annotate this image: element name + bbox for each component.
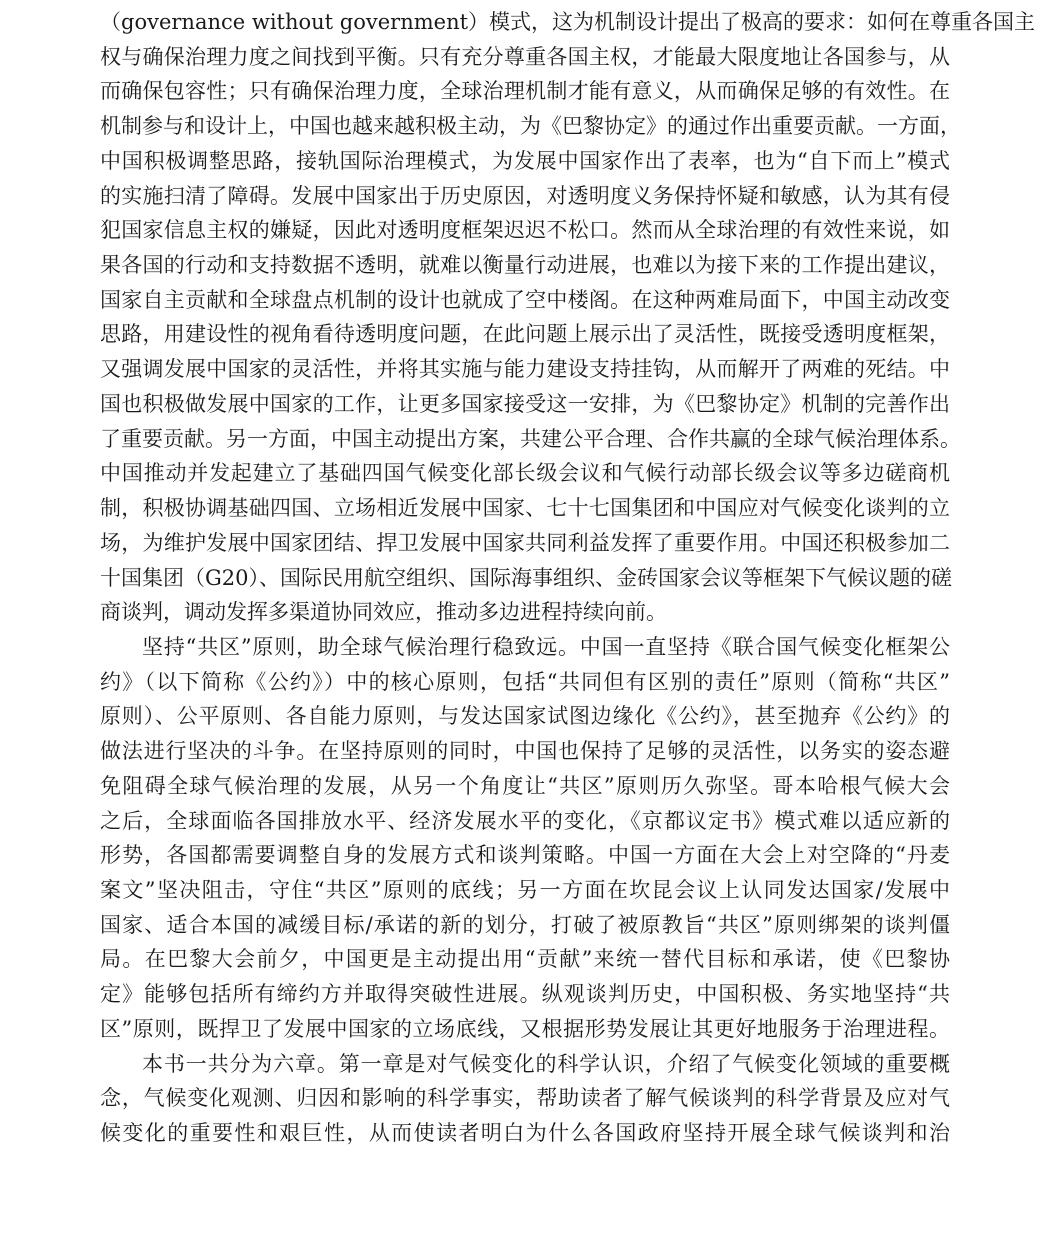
text-line: 又强调发展中国家的灵活性，并将其实施与能力建设支持挂钩，从而解开了两难的死结。中 [100,357,950,382]
text-line: 制，积极协调基础四国、立场相近发展中国家、七十七国集团和中国应对气候变化谈判的立 [100,496,950,521]
text-line: （governance without government）模式，这为机制设计提出了极高的要求：如何在尊重各国主 [100,10,1036,34]
text-line: 区”原则，既捍卫了发展中国家的立场底线，又根据形势发展让其更好地服务于治理进程。 [100,1016,950,1041]
text-line: 犯国家信息主权的嫌疑，因此对透明度框架迟迟不松口。然而从全球治理的有效性来说，如 [100,218,950,243]
text-line: 思路，用建设性的视角看待透明度问题，在此问题上展示出了灵活性，既接受透明度框架， [100,322,950,347]
text-line: 做法进行坚决的斗争。在坚持原则的同时，中国也保持了足够的灵活性，以务实的姿态避 [100,739,950,764]
text-line: 国家自主贡献和全球盘点机制的设计也就成了空中楼阁。在这种两难局面下，中国主动改变 [100,287,950,312]
document-page [100,0,1036,1151]
text-line: 本书一共分为六章。第一章是对气候变化的科学认识，介绍了气候变化领域的重要概 [142,1051,950,1076]
text-line: 坚持“共区”原则，助全球气候治理行稳致远。中国一直坚持《联合国气候变化框架公 [142,634,950,659]
text-line: 原则）、公平原则、各自能力原则，与发达国家试图边缘化《公约》，甚至抛弃《公约》的 [100,704,950,729]
text-line: 权与确保治理力度之间找到平衡。只有充分尊重各国主权，才能最大限度地让各国参与，从 [100,44,950,69]
text-line: 场，为维护发展中国家团结、捍卫发展中国家共同利益发挥了重要作用。中国还积极参加二 [100,530,950,555]
paragraph-2 [100,630,950,1047]
text-line: 而确保包容性；只有确保治理力度，全球治理机制才能有意义，从而确保足够的有效性。在 [100,79,950,104]
text-line: 局。在巴黎大会前夕，中国更是主动提出用“贡献”来统一替代目标和承诺，使《巴黎协 [100,947,950,972]
text-line: 约》（以下简称《公约》）中的核心原则，包括“共同但有区别的责任”原则（简称“共区” [100,669,950,694]
text-line: 国家、适合本国的减缓目标/承诺的新的划分，打破了被原教旨“共区”原则绑架的谈判僵 [100,912,950,937]
text-line: 果各国的行动和支持数据不透明，就难以衡量行动进展，也难以为接下来的工作提出建议， [100,253,950,278]
text-line: 中国推动并发起建立了基础四国气候变化部长级会议和气候行动部长级会议等多边磋商机 [100,461,950,486]
text-line: 免阻碍全球气候治理的发展，从另一个角度让“共区”原则历久弥坚。哥本哈根气候大会 [100,773,950,798]
text-line: 之后，全球面临各国排放水平、经济发展水平的变化，《京都议定书》模式难以适应新的 [100,808,950,833]
text-line: 机制参与和设计上，中国也越来越积极主动，为《巴黎协定》的通过作出重要贡献。一方面， [100,114,961,139]
text-line: 候变化的重要性和艰巨性，从而使读者明白为什么各国政府坚持开展全球气候谈判和治 [100,1121,950,1145]
paragraph-1 [100,5,1036,630]
text-line: 十国集团（G20）、国际民用航空组织、国际海事组织、金砖国家会议等框架下气候议题的磋 [100,565,952,590]
text-line: 形势，各国都需要调整自身的发展方式和谈判策略。中国一方面在大会上对空降的“丹麦 [100,843,950,868]
text-line: 商谈判，调动发挥多渠道协同效应，推动多边进程持续向前。 [100,600,667,625]
text-line: 了重要贡献。另一方面，中国主动提出方案，共建公平合理、合作共赢的全球气候治理体系。 [100,426,961,451]
text-line: 国也积极做发展中国家的工作，让更多国家接受这一安排，为《巴黎协定》机制的完善作出 [100,391,950,416]
paragraph-3 [100,1047,950,1151]
text-line: 案文”坚决阻击，守住“共区”原则的底线；另一方面在坎昆会议上认同发达国家/发展中 [100,877,950,902]
text-line: 念，气候变化观测、归因和影响的科学事实，帮助读者了解气候谈判的科学背景及应对气 [100,1086,950,1111]
text-line: 中国积极调整思路，接轨国际治理模式，为发展中国家作出了表率，也为“自下而上”模式 [100,148,950,173]
text-line: 定》能够包括所有缔约方并取得突破性进展。纵观谈判历史，中国积极、务实地坚持“共 [100,982,950,1007]
text-line: 的实施扫清了障碍。发展中国家出于历史原因，对透明度义务保持怀疑和敏感，认为其有侵 [100,183,950,208]
